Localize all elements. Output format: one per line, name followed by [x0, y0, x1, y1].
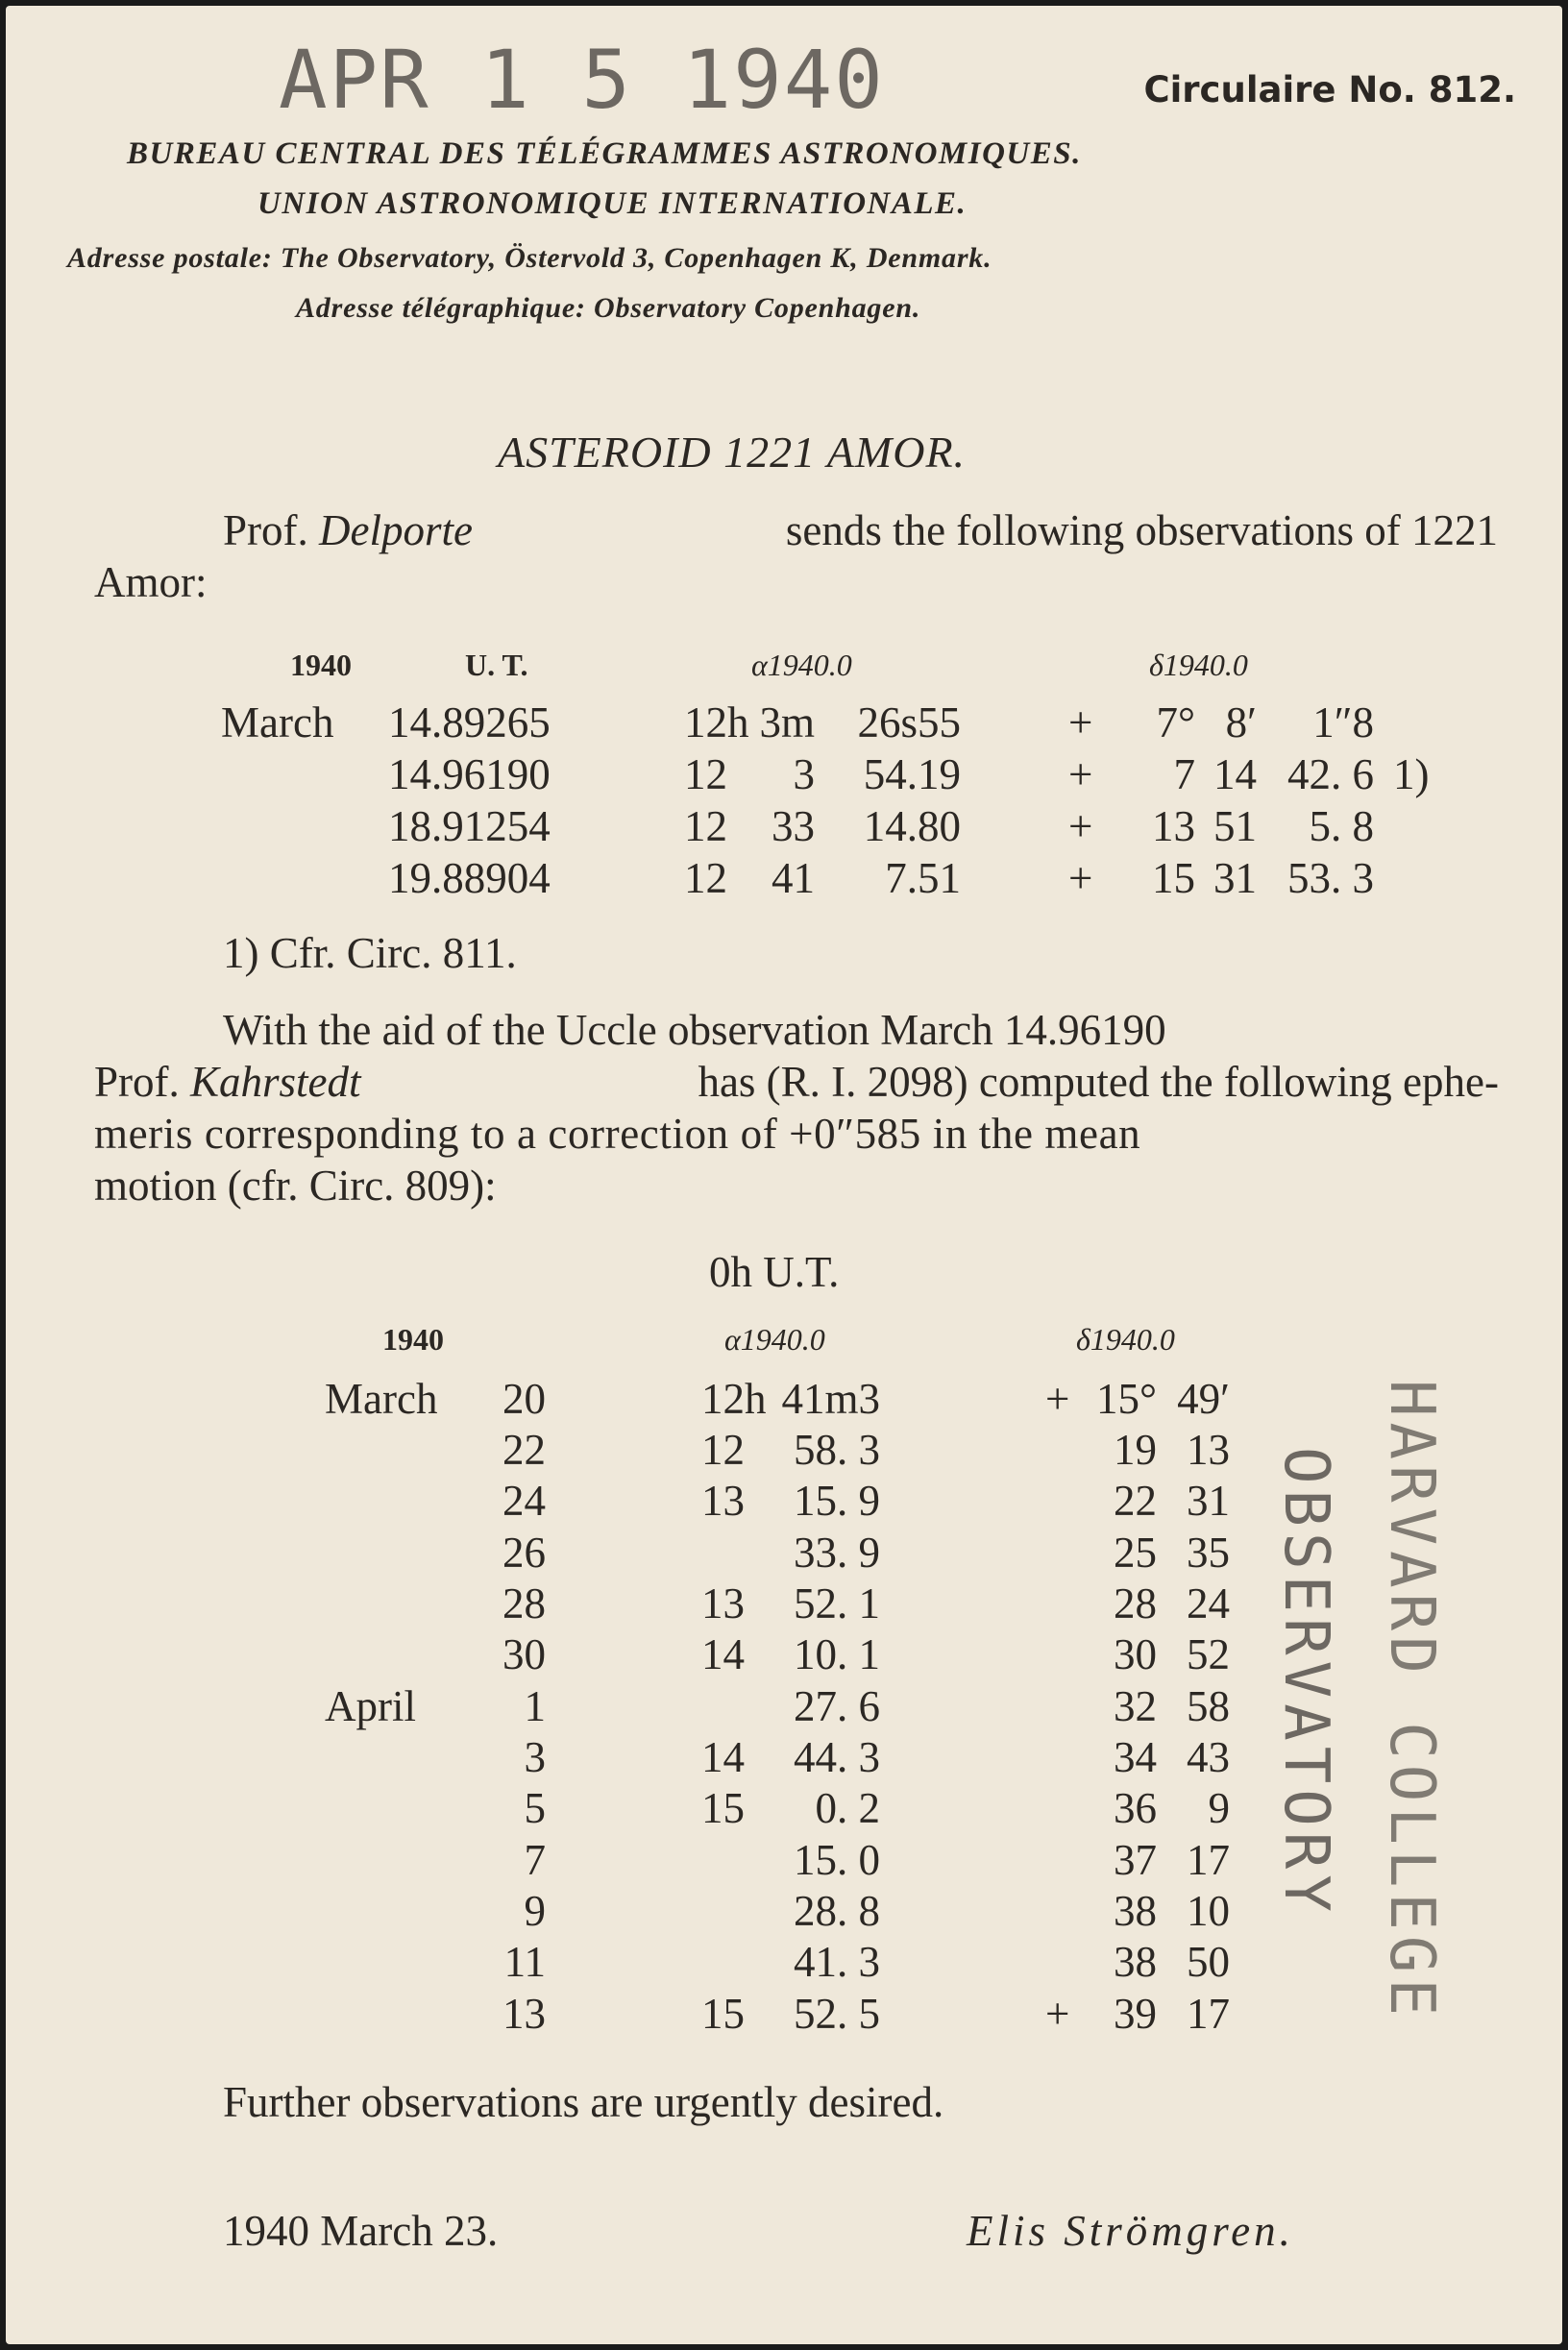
obs-ra-seconds: 7.51 — [885, 854, 961, 902]
eph-dec-degrees: 38 — [1114, 1938, 1157, 1986]
obs-ut: 14.96190 — [388, 750, 551, 798]
eph-dec-degrees: 37 — [1114, 1836, 1157, 1884]
paragraph-text: With the aid of the Uccle observation March 14.96190 — [223, 1006, 1166, 1054]
intro-text-b: sends the following observations of 1221 — [785, 506, 1498, 554]
eph-dec-degrees: 19 — [1114, 1426, 1157, 1474]
eph-day: 7 — [524, 1836, 546, 1884]
eph-dec-degrees: 15° — [1096, 1375, 1157, 1423]
eph-ra-minutes: 44. 3 — [794, 1733, 880, 1781]
eph-header-year: 1940 — [382, 1322, 444, 1357]
obs-dec-seconds: 42. 6 — [1287, 750, 1374, 798]
obs-header-ra: α1940.0 — [751, 648, 852, 682]
eph-ra-minutes: 10. 1 — [794, 1630, 880, 1678]
eph-ra-minutes: 0. 2 — [815, 1784, 880, 1832]
eph-dec-minutes: 49′ — [1177, 1375, 1230, 1423]
eph-ra-minutes: 15. 0 — [794, 1836, 880, 1884]
obs-header-year: 1940 — [290, 648, 352, 682]
obs-dec-minutes: 8′ — [1225, 698, 1257, 747]
eph-day: 22 — [502, 1426, 546, 1474]
obs-ra-hours: 12 — [684, 750, 727, 798]
eph-ra-hours: 12h — [701, 1375, 767, 1423]
eph-dec-degrees: 28 — [1114, 1579, 1157, 1628]
eph-day: 26 — [502, 1529, 546, 1577]
obs-dec-seconds: 5. 8 — [1309, 802, 1374, 850]
eph-dec-degrees: 39 — [1114, 1990, 1157, 2038]
signature: Elis Strömgren. — [967, 2207, 1294, 2255]
obs-dec-degrees: 15 — [1152, 854, 1195, 902]
telegraph-address: Adresse télégraphique: Observatory Copenhagen. — [296, 292, 921, 324]
postal-address: Adresse postale: The Observatory, Östervold 3, Copenhagen K, Denmark. — [67, 242, 992, 274]
eph-ra-minutes: 52. 1 — [794, 1579, 880, 1628]
obs-ra-seconds: 14.80 — [863, 802, 961, 850]
eph-ra-minutes: 33. 9 — [794, 1529, 880, 1577]
eph-dec-minutes: 52 — [1187, 1630, 1230, 1678]
obs-dec-sign: + — [1068, 698, 1093, 747]
eph-month: April — [325, 1682, 416, 1730]
eph-ra-hours: 15 — [701, 1784, 745, 1832]
issue-date: 1940 March 23. — [223, 2207, 499, 2255]
obs-dec-minutes: 31 — [1213, 854, 1257, 902]
eph-dec-minutes: 9 — [1208, 1784, 1230, 1832]
eph-ra-minutes: 58. 3 — [794, 1426, 880, 1474]
eph-ra-minutes: 41m3 — [781, 1375, 880, 1423]
eph-ra-minutes: 15. 9 — [794, 1477, 880, 1525]
obs-dec-degrees: 7 — [1173, 750, 1195, 798]
obs-dec-sign: + — [1068, 802, 1093, 850]
eph-dec-degrees: 34 — [1114, 1733, 1157, 1781]
eph-ra-minutes: 28. 8 — [794, 1887, 880, 1935]
eph-day: 11 — [503, 1938, 546, 1986]
eph-dec-minutes: 13 — [1187, 1426, 1230, 1474]
obs-ra-seconds: 26s55 — [857, 698, 961, 747]
obs-ra-hours: 12 — [684, 854, 727, 902]
paragraph-text: Prof. Kahrstedt — [94, 1058, 361, 1106]
eph-ra-minutes: 27. 6 — [794, 1682, 880, 1730]
intro-line-1 — [223, 505, 1498, 555]
eph-dec-degrees: 36 — [1114, 1784, 1157, 1832]
eph-day: 9 — [524, 1887, 546, 1935]
eph-dec-minutes: 35 — [1187, 1529, 1230, 1577]
obs-ut: 14.89265 — [388, 698, 551, 747]
eph-header-dec: δ1940.0 — [1076, 1322, 1175, 1357]
obs-ra-minutes: 41 — [772, 854, 815, 902]
eph-day: 28 — [502, 1579, 546, 1628]
eph-ra-hours: 13 — [701, 1579, 745, 1628]
eph-dec-minutes: 10 — [1187, 1887, 1230, 1935]
circular-card — [6, 6, 1562, 2344]
obs-ra-seconds: 54.19 — [863, 750, 961, 798]
obs-footnote-ref: 1) — [1393, 750, 1430, 798]
eph-dec-degrees: 22 — [1114, 1477, 1157, 1525]
union-name: UNION ASTRONOMIQUE INTERNATIONALE. — [257, 186, 968, 221]
bureau-name: BUREAU CENTRAL DES TÉLÉGRAMMES ASTRONOMIQUES. — [127, 136, 1082, 171]
footnote: 1) Cfr. Circ. 811. — [223, 929, 517, 977]
eph-dec-minutes: 58 — [1187, 1682, 1230, 1730]
eph-ra-minutes: 41. 3 — [794, 1938, 880, 1986]
obs-dec-degrees: 7° — [1156, 698, 1195, 747]
eph-dec-sign: + — [1045, 1375, 1070, 1423]
paragraph-line — [94, 1057, 1499, 1107]
obs-ra-minutes: 3 — [793, 750, 815, 798]
eph-header-ra: α1940.0 — [724, 1322, 825, 1357]
eph-day: 24 — [502, 1477, 546, 1525]
obs-header-dec: δ1940.0 — [1149, 648, 1248, 682]
paragraph-line: meris corresponding to a correction of +0″585 in the mean — [94, 1110, 1141, 1158]
eph-ra-minutes: 52. 5 — [794, 1990, 880, 2038]
obs-dec-sign: + — [1068, 854, 1093, 902]
obs-dec-seconds: 1″8 — [1312, 698, 1374, 747]
obs-dec-minutes: 51 — [1213, 802, 1257, 850]
obs-ut: 19.88904 — [388, 854, 551, 902]
eph-day: 5 — [524, 1784, 546, 1832]
intro-text-a: Prof. Delporte — [223, 506, 473, 554]
paragraph-text: has (R. I. 2098) computed the following ephe- — [698, 1058, 1499, 1106]
eph-dec-minutes: 43 — [1187, 1733, 1230, 1781]
eph-day: 1 — [524, 1682, 546, 1730]
eph-day: 20 — [502, 1375, 546, 1423]
eph-ra-hours: 12 — [701, 1426, 745, 1474]
obs-ra-hours: 12 — [684, 802, 727, 850]
ephemeris-epoch: 0h U.T. — [709, 1248, 840, 1296]
observatory-side-stamp: OBSERVATORY — [1270, 1447, 1341, 1918]
obs-dec-degrees: 13 — [1152, 802, 1195, 850]
eph-month: March — [325, 1375, 438, 1423]
obs-ra-hours: 12h — [684, 698, 749, 747]
eph-dec-minutes: 17 — [1187, 1836, 1230, 1884]
eph-dec-degrees: 38 — [1114, 1887, 1157, 1935]
eph-ra-hours: 14 — [701, 1630, 745, 1678]
circular-number: Circulaire No. 812. — [1143, 69, 1516, 110]
eph-day: 13 — [502, 1990, 546, 2038]
eph-ra-hours: 15 — [701, 1990, 745, 2038]
eph-dec-sign: + — [1045, 1990, 1070, 2038]
eph-dec-minutes: 31 — [1187, 1477, 1230, 1525]
eph-ra-hours: 13 — [701, 1477, 745, 1525]
college-side-stamp: HARVARD COLLEGE — [1376, 1380, 1447, 2021]
eph-day: 30 — [502, 1630, 546, 1678]
obs-ra-minutes: 3m — [759, 698, 815, 747]
obs-ra-minutes: 33 — [772, 802, 815, 850]
eph-day: 3 — [524, 1733, 546, 1781]
obs-dec-minutes: 14 — [1213, 750, 1257, 798]
eph-dec-minutes: 17 — [1187, 1990, 1230, 2038]
eph-dec-minutes: 24 — [1187, 1579, 1230, 1628]
eph-dec-degrees: 30 — [1114, 1630, 1157, 1678]
received-date-stamp: APR 1 5 1940 — [279, 33, 885, 127]
page-title: ASTEROID 1221 AMOR. — [498, 428, 967, 477]
paragraph-line: motion (cfr. Circ. 809): — [94, 1162, 497, 1210]
eph-dec-degrees: 25 — [1114, 1529, 1157, 1577]
obs-dec-seconds: 53. 3 — [1287, 854, 1374, 902]
paragraph-line — [223, 1005, 1499, 1055]
closing-remark: Further observations are urgently desired. — [223, 2078, 944, 2126]
obs-header-ut: U. T. — [465, 648, 528, 682]
obs-dec-sign: + — [1068, 750, 1093, 798]
obs-ut: 18.91254 — [388, 802, 551, 850]
intro-line-2: Amor: — [94, 558, 208, 606]
eph-dec-minutes: 50 — [1187, 1938, 1230, 1986]
eph-dec-degrees: 32 — [1114, 1682, 1157, 1730]
eph-ra-hours: 14 — [701, 1733, 745, 1781]
obs-row-month: March — [221, 698, 334, 747]
